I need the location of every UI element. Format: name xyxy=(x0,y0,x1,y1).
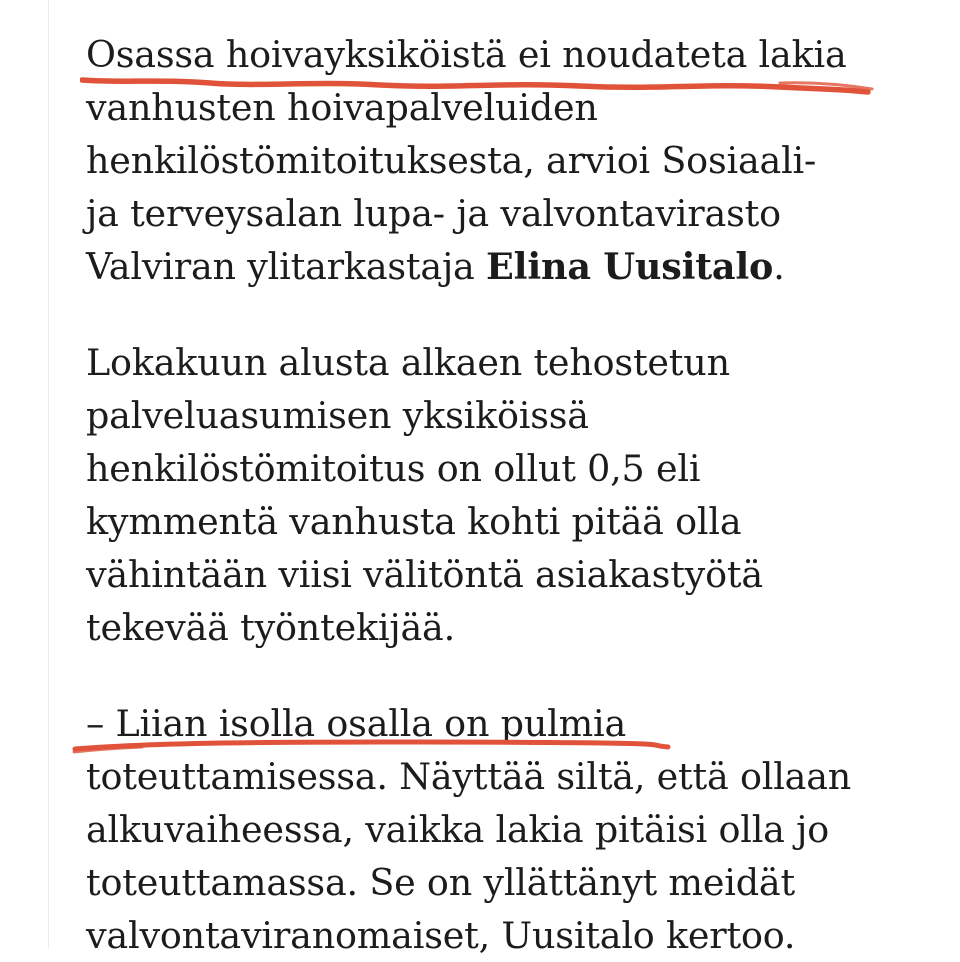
left-divider xyxy=(48,0,49,948)
paragraph-1-line-5-text: Valviran ylitarkastaja xyxy=(86,245,487,288)
paragraph-1-line-5-end: . xyxy=(773,245,785,288)
highlighted-phrase-2: – Liian isolla osalla on pulmia xyxy=(86,697,626,750)
paragraph-3-line-1 xyxy=(86,697,946,750)
paragraph-3-line-3: alkuvaiheessa, vaikka lakia pitäisi olla jo xyxy=(86,808,830,851)
paragraph-2-line-4: kymmentä vanhusta kohti pitää olla xyxy=(86,500,742,543)
paragraph-3 xyxy=(86,697,946,962)
paragraph-2-line-1: Lokakuun alusta alkaen tehostetun xyxy=(86,341,730,384)
paragraph-1 xyxy=(86,28,946,293)
paragraph-1-line-1 xyxy=(86,28,946,81)
paragraph-1-line-5 xyxy=(86,240,946,293)
highlighted-phrase-1: Osassa hoivayksiköistä ei noudateta lakia xyxy=(86,28,847,81)
paragraph-1-line-4: ja terveysalan lupa- ja valvontavirasto xyxy=(86,192,781,235)
paragraph-2-line-3: henkilöstömitoitus on ollut 0,5 eli xyxy=(86,447,701,490)
paragraph-3-line-5: valvontaviranomaiset, Uusitalo kertoo. xyxy=(86,914,796,957)
paragraph-3-line-4: toteuttamassa. Se on yllättänyt meidät xyxy=(86,861,795,904)
paragraph-1-line-2: vanhusten hoivapalveluiden xyxy=(86,86,598,129)
article-body xyxy=(86,28,946,962)
paragraph-1-line-3: henkilöstömitoituksesta, arvioi Sosiaali- xyxy=(86,139,817,182)
paragraph-2 xyxy=(86,336,946,654)
paragraph-2-line-2: palveluasumisen yksiköissä xyxy=(86,394,589,437)
person-name-bold: Elina Uusitalo xyxy=(486,245,774,288)
paragraph-3-line-2: toteuttamisessa. Näyttää siltä, että ollaan xyxy=(86,755,852,798)
paragraph-2-line-6: tekevää työntekijää. xyxy=(86,606,456,649)
paragraph-2-line-5: vähintään viisi välitöntä asiakastyötä xyxy=(86,553,763,596)
